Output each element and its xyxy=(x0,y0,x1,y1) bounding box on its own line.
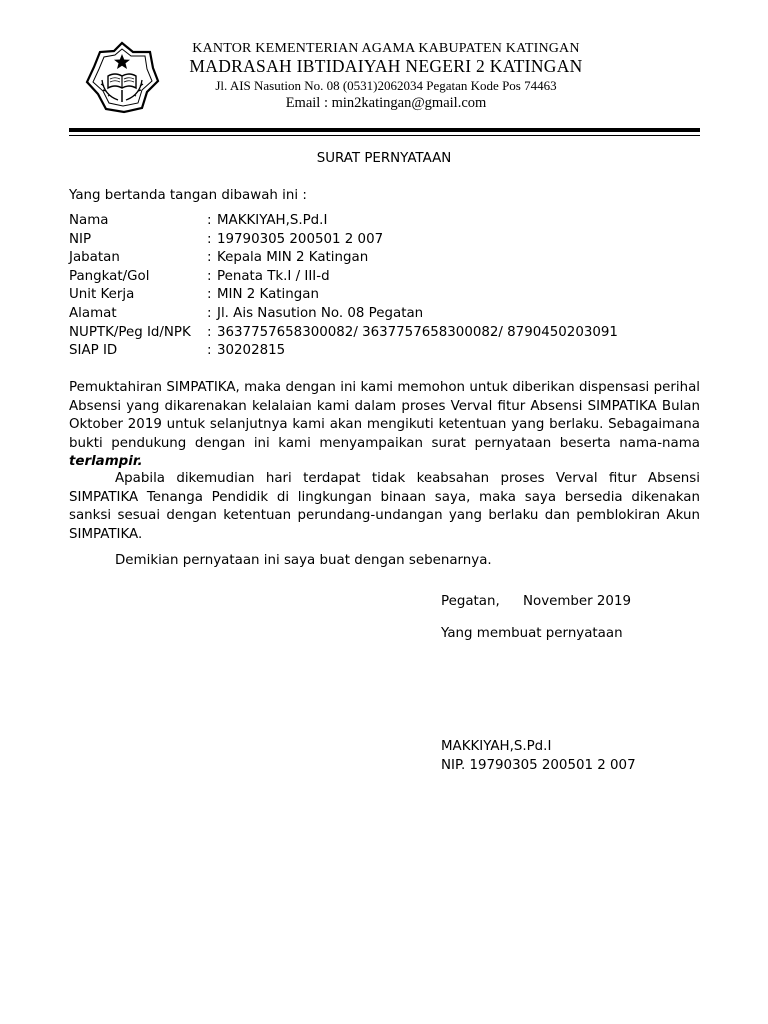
intro-text: Yang bertanda tangan dibawah ini : xyxy=(69,188,307,203)
paragraph-request-text: Pemuktahiran SIMPATIKA, maka dengan ini kami memohon untuk diberikan dispensasi perihal Absensi yang dikarenakan kelalaian kami dalam proses Verval fitur Absensi SIMPATIKA Bulan Oktober 2019 untuk selanjutnya kami akan mengikuti ketentuan yang berlaku. Sebagaimana bukti pendukung dengan ini kami menyampaikan surat pernyataan beserta nama-nama xyxy=(69,380,700,451)
letterhead-divider-thin xyxy=(69,135,700,136)
letterhead xyxy=(160,42,612,114)
paragraph-closing: Demikian pernyataan ini saya buat dengan sebenarnya. xyxy=(115,553,492,568)
identity-row xyxy=(69,324,709,343)
identity-row xyxy=(69,268,709,287)
school-address: Jl. AIS Nasution No. 08 (0531)2062034 Pegatan Kode Pos 74463 xyxy=(215,78,557,93)
identity-row xyxy=(69,249,709,268)
identity-value: 19790305 200501 2 007 xyxy=(217,231,384,247)
signatory-name: MAKKIYAH,S.Pd.I xyxy=(441,739,552,754)
identity-separator: : xyxy=(207,213,212,228)
identity-label: SIAP ID xyxy=(69,343,118,359)
identity-row xyxy=(69,231,709,250)
identity-label: Pangkat/Gol xyxy=(69,268,150,284)
identity-value: Jl. Ais Nasution No. 08 Pegatan xyxy=(217,305,424,321)
identity-separator: : xyxy=(207,287,212,303)
identity-value: 30202815 xyxy=(217,343,286,359)
paragraph-sanction: Apabila dikemudian hari terdapat tidak keabsahan proses Verval fitur Absensi SIMPATIKA Tenanga Pendidik di lingkungan binaan saya, maka saya bersedia dikenakan sanksi sesuai dengan ketentuan perundang-undangan yang berlaku dan pemblokiran Akun SIMPATIKA. xyxy=(69,471,700,542)
identity-separator: : xyxy=(207,250,212,266)
signature-role: Yang membuat pernyataan xyxy=(441,626,623,641)
identity-value: Kepala MIN 2 Katingan xyxy=(217,250,369,266)
identity-label: Alamat xyxy=(69,305,117,321)
signature-place: Pegatan, xyxy=(441,594,500,609)
school-name: MADRASAH IBTIDAIYAH NEGERI 2 KATINGAN xyxy=(189,56,583,76)
kemenag-emblem-icon xyxy=(84,40,160,116)
identity-value: MIN 2 Katingan xyxy=(217,287,319,303)
identity-row xyxy=(69,342,709,361)
letterhead-divider-thick xyxy=(69,128,700,132)
signatory-nip: NIP. 19790305 200501 2 007 xyxy=(441,758,636,773)
identity-label: Nama xyxy=(69,213,109,228)
signature-date: November 2019 xyxy=(523,594,631,609)
identity-value: 3637757658300082/ 3637757658300082/ 8790450203091 xyxy=(217,324,618,340)
paragraph-request xyxy=(69,379,700,472)
document-title: SURAT PERNYATAAN xyxy=(316,151,452,166)
identity-label: Unit Kerja xyxy=(69,287,135,303)
identity-separator: : xyxy=(207,268,212,284)
identity-separator: : xyxy=(207,305,212,321)
identity-separator: : xyxy=(207,343,212,359)
identity-label: Jabatan xyxy=(69,250,120,266)
attachment-emphasis: terlampir. xyxy=(69,454,143,469)
identity-row xyxy=(69,212,709,231)
identity-row xyxy=(69,286,709,305)
school-email: Email : min2katingan@gmail.com xyxy=(285,95,487,111)
identity-separator: : xyxy=(207,231,212,247)
identity-label: NUPTK/Peg Id/NPK xyxy=(69,324,191,340)
identity-label: NIP xyxy=(69,231,92,247)
identity-separator: : xyxy=(207,324,212,340)
identity-value: Penata Tk.I / III-d xyxy=(217,268,330,284)
signature-place-date xyxy=(441,593,631,612)
identity-row xyxy=(69,305,709,324)
identity-value: MAKKIYAH,S.Pd.I xyxy=(217,213,328,228)
identity-table xyxy=(69,212,709,361)
institution-name: KANTOR KEMENTERIAN AGAMA KABUPATEN KATINGAN xyxy=(192,41,580,56)
